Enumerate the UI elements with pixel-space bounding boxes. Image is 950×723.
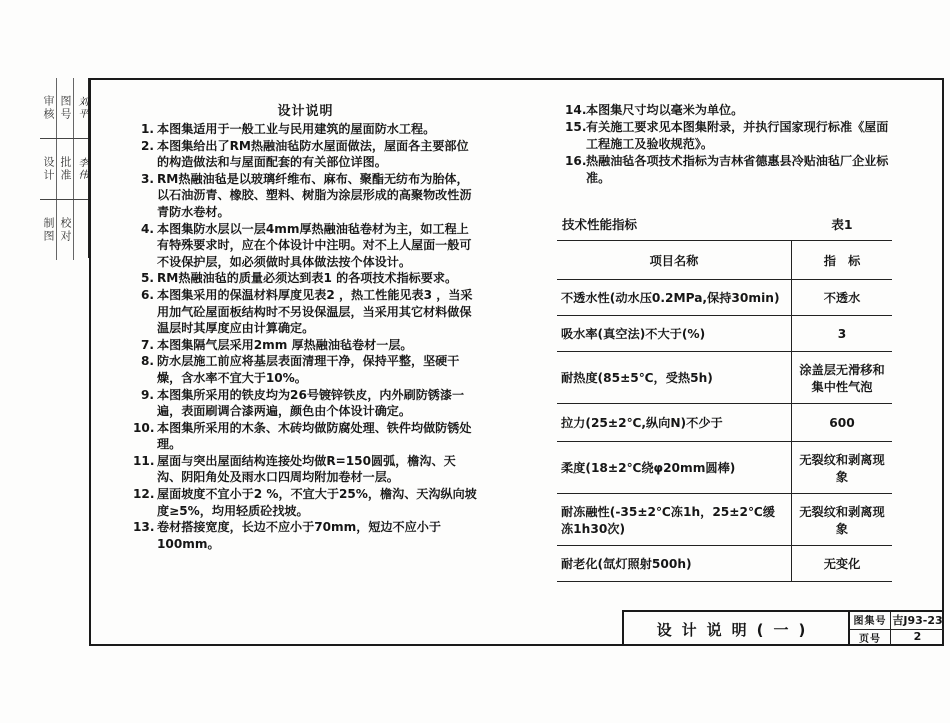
handwritten-signature [74,200,88,260]
page-number-row [850,630,944,647]
spec-item: 吸水率(真空法)不大于(%) [557,316,792,352]
spec-value: 无变化 [792,546,893,582]
note-item [565,153,900,187]
table-title: 技术性能指标 [562,217,638,232]
note-text: 有关施工要求见本图集附录，并执行国家现行标准《屋面工程施工及验收规范》。 [586,120,889,151]
table-row [557,280,892,316]
spec-item: 耐冻融性(-35±2℃冻1h，25±2℃缓冻1h30次) [557,494,792,546]
note-text: 屋面与突出屋面结构连接处均做R=150圆弧，檐沟、天沟、阴阳角处及雨水口四周均附加卷材一层。 [157,453,456,485]
note-number: 5. [140,271,154,286]
table-number: 表1 [831,217,853,232]
note-text: 本图集尺寸均以毫米为单位。 [586,103,744,117]
note-number: 2. [140,138,154,153]
note-number: 7. [140,337,154,352]
note-number: 10. [133,420,155,435]
signature-label: 制图 [40,200,57,260]
drawing-name: 设计说明(一) [656,620,816,639]
note-number: 6. [140,287,154,302]
signature-label: 校对 [57,200,74,260]
handwritten-signature: 李伟 [76,157,87,181]
note-text: RM热融油毡是以玻璃纤维布、麻布、聚酯无纺布为胎体，以石油沥青、橡胶、塑料、树脂为涂层形成的高聚物改性沥青防水卷材。 [157,171,472,219]
spec-value: 无裂纹和剥离现象 [792,494,893,546]
spec-value: 3 [792,316,893,352]
note-item [133,486,478,519]
signature-row [40,200,88,260]
table-row [557,352,892,404]
spec-value: 不透水 [792,280,893,316]
technical-spec-table [557,240,892,582]
page-title: 设计说明 [277,104,334,119]
note-number: 14. [565,103,587,117]
signature-label: 设计 [40,139,57,199]
note-item [133,337,478,354]
spec-value: 涂盖层无滑移和集中性气泡 [792,352,893,404]
note-item [133,387,478,420]
page-number-value: 2 [913,629,922,643]
note-number: 15. [565,120,587,134]
note-item [133,420,478,453]
note-item [565,102,900,119]
table-row [557,404,892,442]
spec-item: 柔度(18±2℃绕φ20mm圆棒) [557,442,792,494]
note-text: 防水层施工前应将基层表面清理干净，保持平整，坚硬干燥，含水率不宜大于10%。 [157,354,460,385]
design-notes-right [565,102,900,187]
note-number: 16. [565,154,587,168]
notes-list [133,121,478,552]
signature-row [40,78,88,139]
spec-value: 600 [792,404,893,442]
signature-label: 图号 [57,78,74,138]
table-header-row [557,241,892,280]
note-text: 本图集所采用的铁皮均为26号镀锌铁皮，内外刷防锈漆一遍，表面刷调合漆两遍，颜色由个体设计确定。 [157,387,465,419]
drawing-meta [848,612,944,646]
note-number: 9. [140,387,154,402]
note-item [133,121,478,138]
signature-label: 批准 [57,139,74,199]
note-number: 4. [140,221,154,236]
atlas-number-row [850,612,944,630]
table-row [557,316,892,352]
note-item [565,119,900,153]
spec-item: 耐老化(氙灯照射500h) [557,546,792,582]
handwritten-signature: 刘平 [76,96,87,120]
note-item [133,171,478,221]
note-text: 本图集隔气层采用2mm 厚热融油毡卷材一层。 [157,337,413,352]
design-notes-left [133,100,478,552]
note-text: 本图集采用的保温材料厚度见表2 ，热工性能见表3 ，当采用加气砼屋面板结构时不另设保温层，当采用其它材料做保温层时其厚度应由计算确定。 [157,287,473,336]
note-text: 本图集所采用的木条、木砖均做防腐处理、铁件均做防锈处理。 [157,420,472,452]
header-index: 指 标 [792,241,893,280]
signature-row [40,139,88,200]
note-text: 本图集防水层以一层4mm厚热融油毡卷材为主，如工程上有特殊要求时，应在个体设计中注明。对不上人屋面一般可不设保护层，如必须做时具体做法按个体设计。 [157,221,472,269]
note-number: 1. [140,122,154,136]
note-text: 本图集给出了RM热融油毡防水屋面做法，屋面各主要部位的构造做法和与屋面配套的有关部位详图。 [157,138,469,170]
table-caption [562,215,892,233]
note-text: 屋面坡度不宜小于2 %，不宜大于25%，檐沟、天沟纵向坡度≥5%，均用轻质砼找坡。 [157,487,477,518]
note-item [133,138,478,171]
note-item [133,270,478,287]
table-row [557,546,892,582]
note-item [133,453,478,486]
note-item [133,519,478,552]
notes-list-continued [565,102,900,187]
atlas-number-value: 吉J93-23 [892,614,943,627]
spec-value: 无裂纹和剥离现象 [792,442,893,494]
note-number: 13. [133,520,155,535]
table-row [557,494,892,546]
note-text: 本图集适用于一般工业与民用建筑的屋面防水工程。 [157,122,436,136]
signature-label: 审核 [40,78,57,138]
spec-item: 不透水性(动水压0.2MPa,保持30min) [557,280,792,316]
table-row [557,442,892,494]
note-number: 8. [140,354,154,369]
note-number: 11. [133,453,155,468]
note-text: RM热融油毡的质量必须达到表1 的各项技术指标要求。 [157,271,458,286]
note-item [133,287,478,337]
spec-item: 耐热度(85±5℃，受热5h) [557,352,792,404]
spec-item: 拉力(25±2℃,纵向N)不少于 [557,404,792,442]
atlas-number-label: 图集号 [850,612,891,629]
header-item-name: 项目名称 [557,241,792,280]
note-number: 12. [133,487,155,502]
page-number-label: 页号 [850,630,891,647]
note-item [133,353,478,386]
note-item [133,221,478,271]
note-number: 3. [140,171,154,186]
note-text: 热融油毡各项技术指标为吉林省德惠县冷贴油毡厂企业标准。 [586,154,889,185]
signature-column [40,78,89,258]
note-text: 卷材搭接宽度，长边不应小于70mm，短边不应小于100mm。 [157,520,441,551]
title-block [622,610,944,646]
